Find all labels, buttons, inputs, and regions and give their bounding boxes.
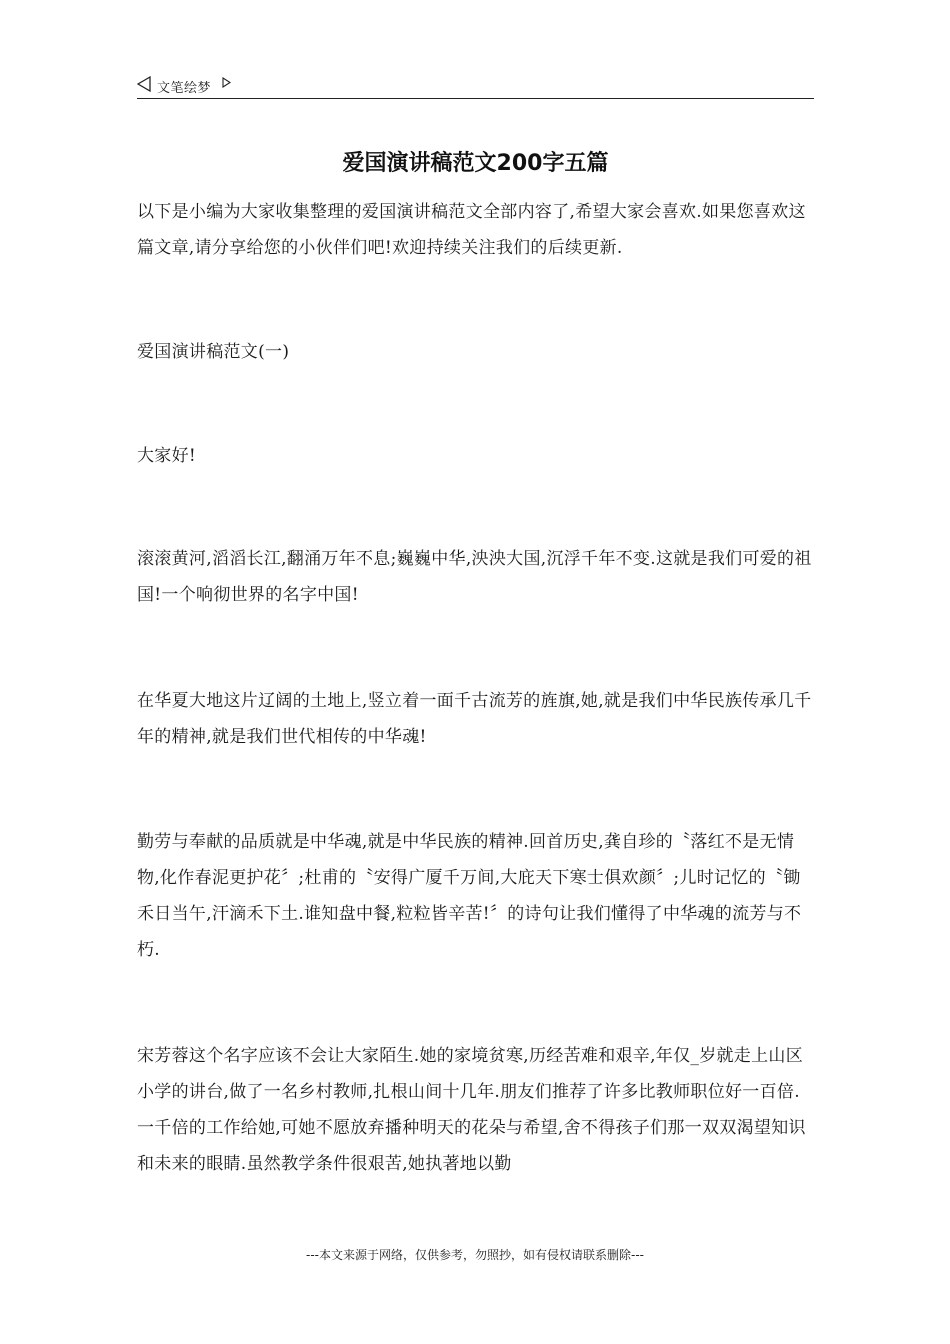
brand-name: 文笔绘梦 xyxy=(157,81,212,96)
page-footer: ---本文来源于网络，仅供参考，勿照抄，如有侵权请联系删除--- xyxy=(306,1248,644,1262)
triangle-right-icon xyxy=(222,77,231,88)
section-heading: 爱国演讲稿范文(一) xyxy=(137,342,290,362)
intro-paragraph: 以下是小编为大家收集整理的爱国演讲稿范文全部内容了,希望大家会喜欢.如果您喜欢这篇文章,请分享给您的小伙伴们吧!欢迎持续关注我们的后续更新. xyxy=(137,202,806,258)
body-paragraph: 滚滚黄河,滔滔长江,翻涌万年不息;巍巍中华,泱泱大国,沉浮千年不变.这就是我们可爱的祖国!一个响彻世界的名字中国! xyxy=(137,549,812,605)
page-header xyxy=(137,74,814,99)
body-paragraph: 宋芳蓉这个名字应该不会让大家陌生.她的家境贫寒,历经苦难和艰辛,年仅_岁就走上山区小学的讲台,做了一名乡村教师,扎根山间十几年.朋友们推荐了许多比教师职位好一百倍.一千倍的工作给她,可她不愿放弃播种明天的花朵与希望,舍不得孩子们那一双双渴望知识和未来的眼睛.虽然教学条件很艰苦,她执著地以勤 xyxy=(137,1046,806,1174)
greeting-paragraph: 大家好! xyxy=(137,446,197,466)
body-paragraph: 在华夏大地这片辽阔的土地上,竖立着一面千古流芳的旌旗,她,就是我们中华民族传承几千年的精神,就是我们世代相传的中华魂! xyxy=(137,691,812,747)
triangle-left-icon xyxy=(137,76,151,92)
document-title: 爱国演讲稿范文200字五篇 xyxy=(342,151,609,176)
body-paragraph: 勤劳与奉献的品质就是中华魂,就是中华民族的精神.回首历史,龚自珍的〝落红不是无情物,化作春泥更护花〞;杜甫的〝安得广厦千万间,大庇天下寒士俱欢颜〞;儿时记忆的〝锄禾日当午,汗滴禾下土.谁知盘中餐,粒粒皆辛苦!〞的诗句让我们懂得了中华魂的流芳与不朽. xyxy=(137,832,802,960)
